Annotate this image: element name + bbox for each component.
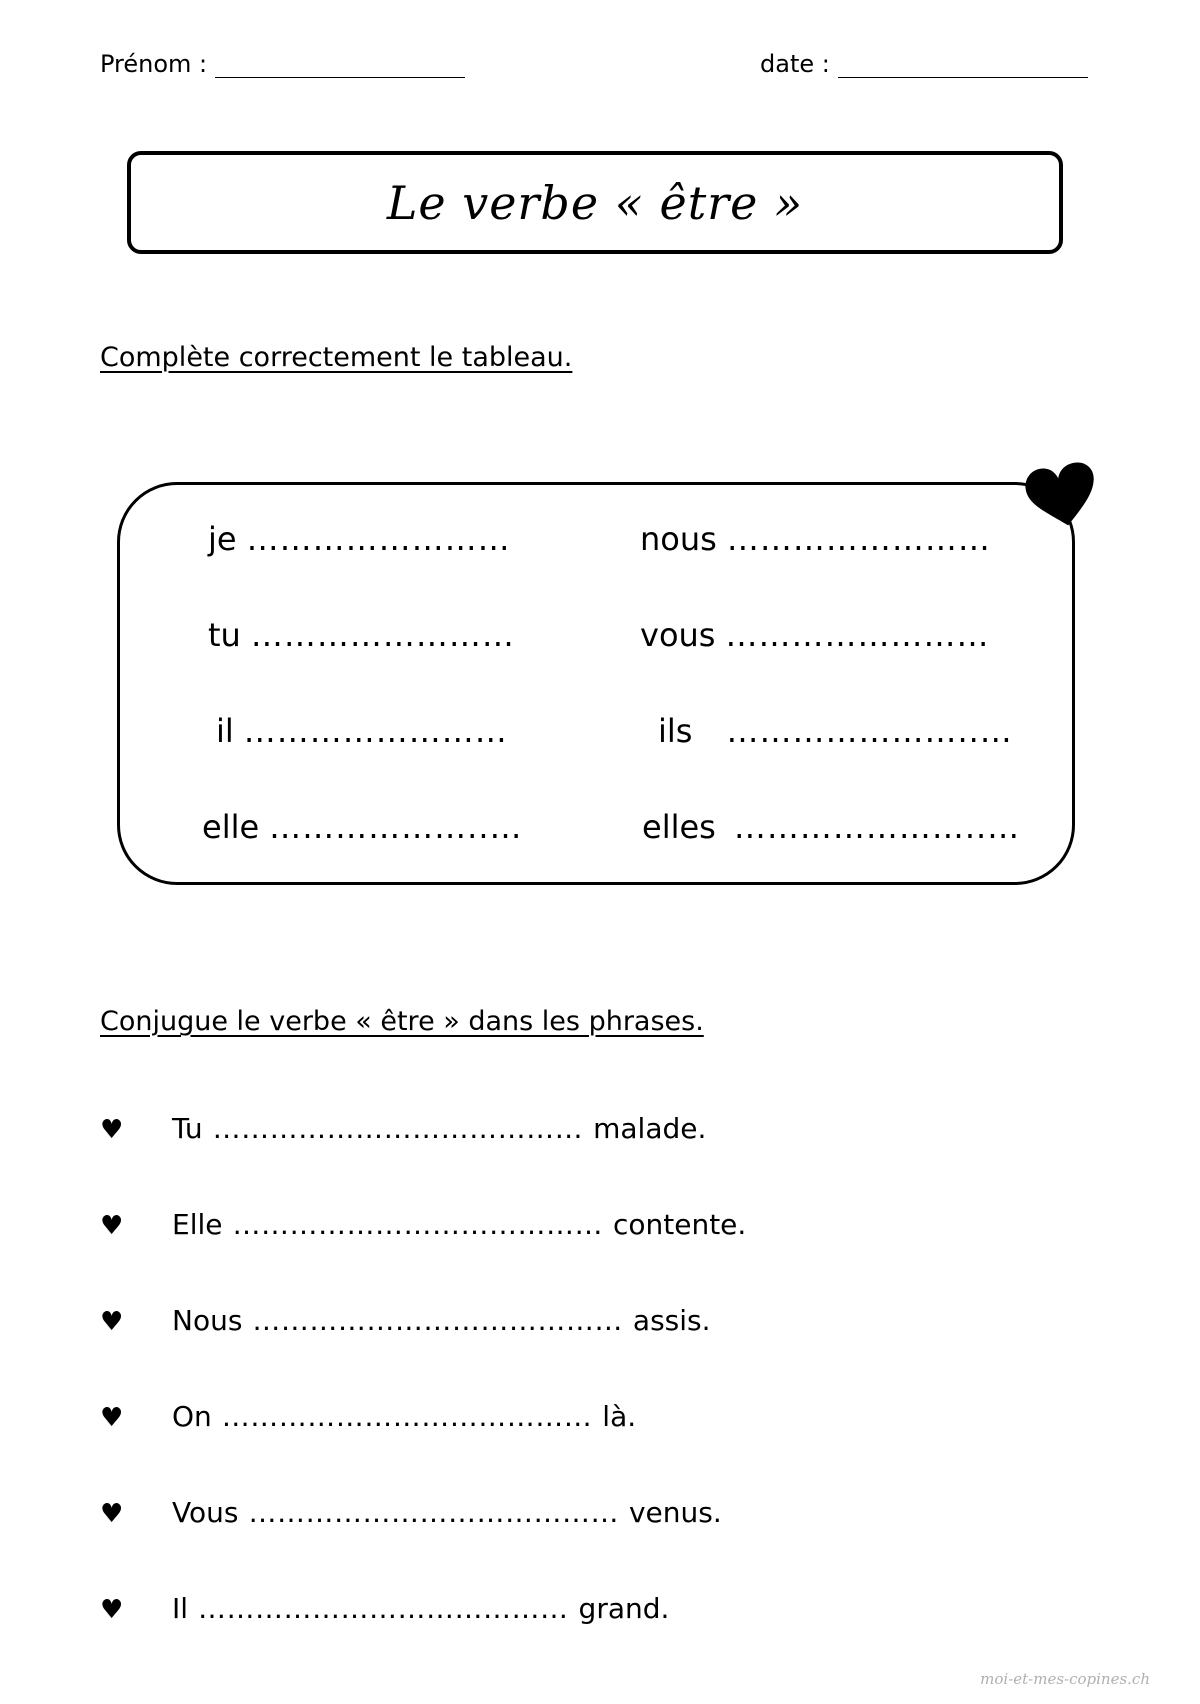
pronoun-je: je [208, 520, 237, 558]
answer-blank-elles[interactable]: …………………..… [733, 808, 1021, 846]
answer-blank-je[interactable]: …………………… [246, 520, 511, 558]
sentence-row [100, 1304, 711, 1337]
sentence-answer-blank[interactable]: ………………………………… [221, 1400, 593, 1433]
sentence-ending: malade. [593, 1112, 707, 1145]
table-cell-tu [208, 616, 515, 654]
date-label: date : [760, 50, 830, 78]
pronoun-elles: elles [642, 808, 716, 846]
sentence-subject: Nous [172, 1304, 243, 1337]
sentence-subject: Elle [172, 1208, 223, 1241]
sentence-answer-blank[interactable]: ………………………………… [252, 1304, 623, 1337]
answer-blank-elle[interactable]: ………………..… [269, 808, 523, 846]
heart-bullet-icon: ♥ [100, 1211, 124, 1241]
heart-icon [1022, 462, 1102, 528]
table-cell-nous [640, 520, 991, 558]
table-cell-il [216, 712, 508, 750]
pronoun-elle: elle [202, 808, 260, 846]
page-title: Le verbe « être » [386, 175, 804, 230]
heart-bullet-icon: ♥ [100, 1115, 124, 1145]
pronoun-ils: ils [658, 712, 693, 750]
heart-bullet-icon: ♥ [100, 1595, 124, 1625]
heart-bullet-icon: ♥ [100, 1307, 124, 1337]
pronoun-tu: tu [208, 616, 241, 654]
sentences-instruction: Conjugue le verbe « être » dans les phrases. [100, 1006, 704, 1037]
table-cell-je [208, 520, 511, 558]
answer-blank-ils[interactable]: …………………..… [726, 712, 1013, 750]
table-cell-elle [202, 808, 523, 846]
sentence-subject: Vous [172, 1496, 239, 1529]
sentence-subject: Tu [172, 1112, 203, 1145]
first-name-blank[interactable] [215, 55, 465, 78]
sentence-answer-blank[interactable]: ………………………………… [198, 1592, 569, 1625]
sentence-ending: contente. [612, 1208, 747, 1241]
sentence-answer-blank[interactable]: ………………………………… [248, 1496, 619, 1529]
date-field [760, 50, 1088, 78]
answer-blank-vous[interactable]: …………………… [725, 616, 990, 654]
pronoun-vous: vous [640, 616, 716, 654]
sentence-row [100, 1496, 722, 1529]
sentence-row [100, 1112, 706, 1145]
date-blank[interactable] [838, 55, 1088, 78]
table-instruction: Complète correctement le tableau. [100, 342, 573, 373]
pronoun-nous: nous [640, 520, 717, 558]
heart-bullet-icon: ♥ [100, 1499, 124, 1529]
sentence-ending: venus. [628, 1496, 722, 1529]
sentence-subject: On [172, 1400, 212, 1433]
first-name-label: Prénom : [100, 50, 208, 78]
table-cell-vous [640, 616, 989, 654]
title-box [127, 151, 1063, 254]
sentence-ending: assis. [632, 1304, 711, 1337]
sentence-row [100, 1592, 669, 1625]
sentence-row [100, 1208, 746, 1241]
answer-blank-tu[interactable]: …………………… [250, 616, 515, 654]
sentence-ending: là. [602, 1400, 637, 1433]
pronoun-il: il [216, 712, 234, 750]
sentence-ending: grand. [578, 1592, 670, 1625]
table-cell-elles [642, 808, 1020, 846]
table-cell-ils [658, 712, 1013, 750]
sentence-answer-blank[interactable]: ………………………………… [232, 1208, 603, 1241]
sentence-answer-blank[interactable]: ………………………………… [212, 1112, 584, 1145]
answer-blank-nous[interactable]: …………………… [726, 520, 991, 558]
sentence-row [100, 1400, 636, 1433]
answer-blank-il[interactable]: …………………… [243, 712, 508, 750]
watermark: moi-et-mes-copines.ch [980, 1670, 1150, 1688]
first-name-field [100, 50, 465, 78]
heart-bullet-icon: ♥ [100, 1403, 124, 1433]
sentence-subject: Il [172, 1592, 189, 1625]
